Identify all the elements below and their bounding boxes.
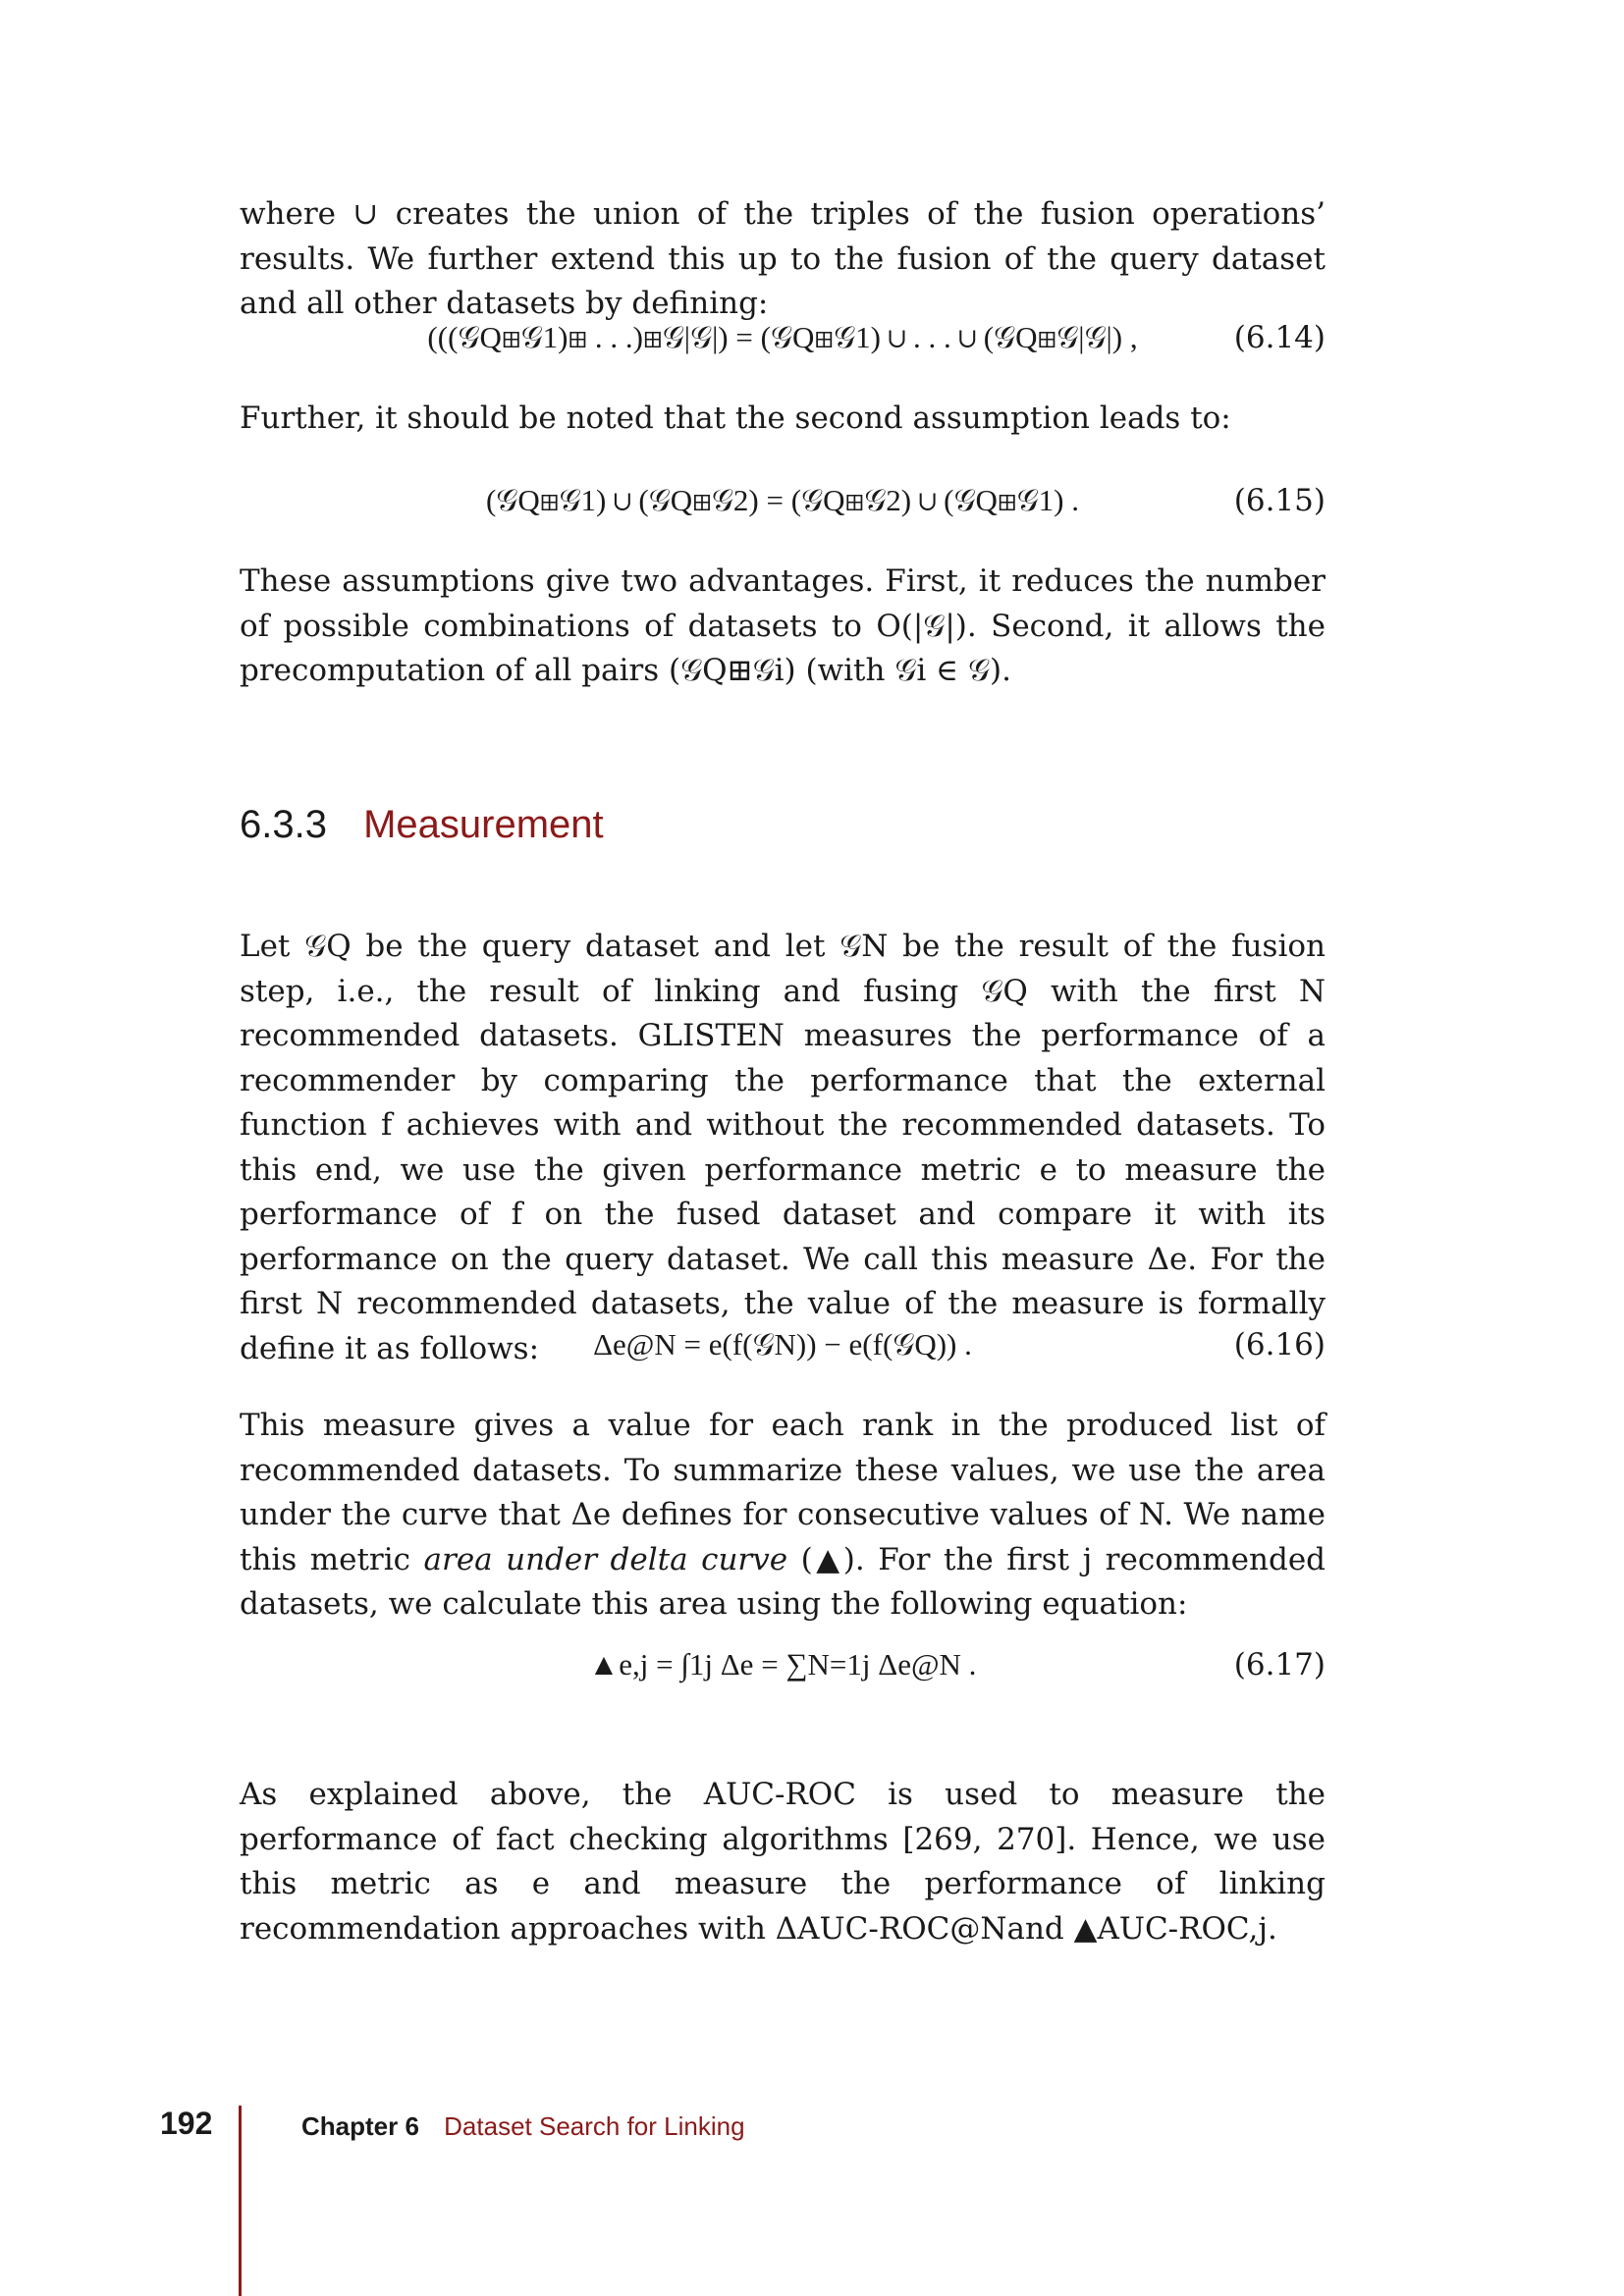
paragraph-text: (▲). For the first j recommended datasets, we calculate this area using the following equation: [240, 1541, 1326, 1622]
paragraph-measure-definition: Let 𝒢Q be the query dataset and let 𝒢N be the result of the fusion step, i.e., the result of linking and fusing 𝒢Q with the first N recommended datasets. GLISTEN measures the performance of a recommender by comparing the performance that the external function f achieves with and without the recommended datasets. To this end, we use the given performance metric e to measure the performance of f on the fused dataset and compare it with its performance on the query dataset. We call this measure Δe. For the first N recommended datasets, the value of the measure is formally define it as follows: [240, 929, 1326, 1366]
metric-name: area under delta curve [423, 1541, 788, 1577]
section-title: Measurement [363, 803, 604, 846]
paragraph-advantages: These assumptions give two advantages. First, it reduces the number of possible combinations of datasets to O(|𝒢|). Second, it allows the precomputation of all pairs (𝒢Q⊞𝒢i) (with 𝒢i ∈ 𝒢). [240, 563, 1326, 688]
equation-6-16 [240, 1319, 1326, 1368]
equation-body: ▲e,j = ∫1j Δe = ∑N=1j Δe@N . [588, 1647, 977, 1682]
page-footer [0, 2106, 1624, 2296]
footer-divider [239, 2106, 242, 2296]
equation-6-14 [240, 312, 1326, 361]
paragraph-union: where ∪ creates the union of the triples of the fusion operations’ results. We further extend this up to the fusion of the query dataset and all other datasets by defining: [240, 196, 1326, 321]
paragraph-area-under-curve [240, 1404, 1326, 1628]
equation-body: Δe@N = e(f(𝒢N)) − e(f(𝒢Q)) . [593, 1327, 972, 1362]
equation-body: (𝒢Q⊞𝒢1) ∪ (𝒢Q⊞𝒢2) = (𝒢Q⊞𝒢2) ∪ (𝒢Q⊞𝒢1) . [485, 483, 1080, 517]
running-footer [301, 2111, 745, 2142]
equation-number: (6.16) [1233, 1327, 1326, 1362]
section-number: 6.3.3 [240, 803, 327, 846]
chapter-label: Chapter 6 [301, 2111, 419, 2141]
paragraph-auc-roc: As explained above, the AUC-ROC is used to measure the performance of fact checking algorithms [269, 270]. Hence, we use this metric as e and measure the performance of linking recommendation approaches with ΔAUC-ROC@Nand ▲AUC-ROC,j. [240, 1777, 1326, 1947]
equation-number: (6.15) [1233, 483, 1326, 518]
equation-number: (6.14) [1233, 320, 1326, 355]
equation-number: (6.17) [1233, 1647, 1326, 1682]
paragraph-assumption: Further, it should be noted that the second assumption leads to: [240, 400, 1231, 436]
section-heading [240, 803, 604, 847]
chapter-title: Dataset Search for Linking [444, 2111, 745, 2141]
paragraph-text: This measure gives a value for each rank in the produced list of recommended datasets. To summarize these values, we use the area under the curve that Δe defines for consecutive values of N. We name this metric [240, 1408, 1326, 1577]
page-number: 192 [160, 2106, 213, 2141]
equation-body: (((𝒢Q⊞𝒢1)⊞ . . .)⊞𝒢|𝒢|) = (𝒢Q⊞𝒢1) ∪ . . . ∪ (𝒢Q⊞𝒢|𝒢|) , [427, 320, 1138, 354]
equation-6-15 [240, 475, 1326, 524]
equation-6-17 [240, 1639, 1326, 1688]
